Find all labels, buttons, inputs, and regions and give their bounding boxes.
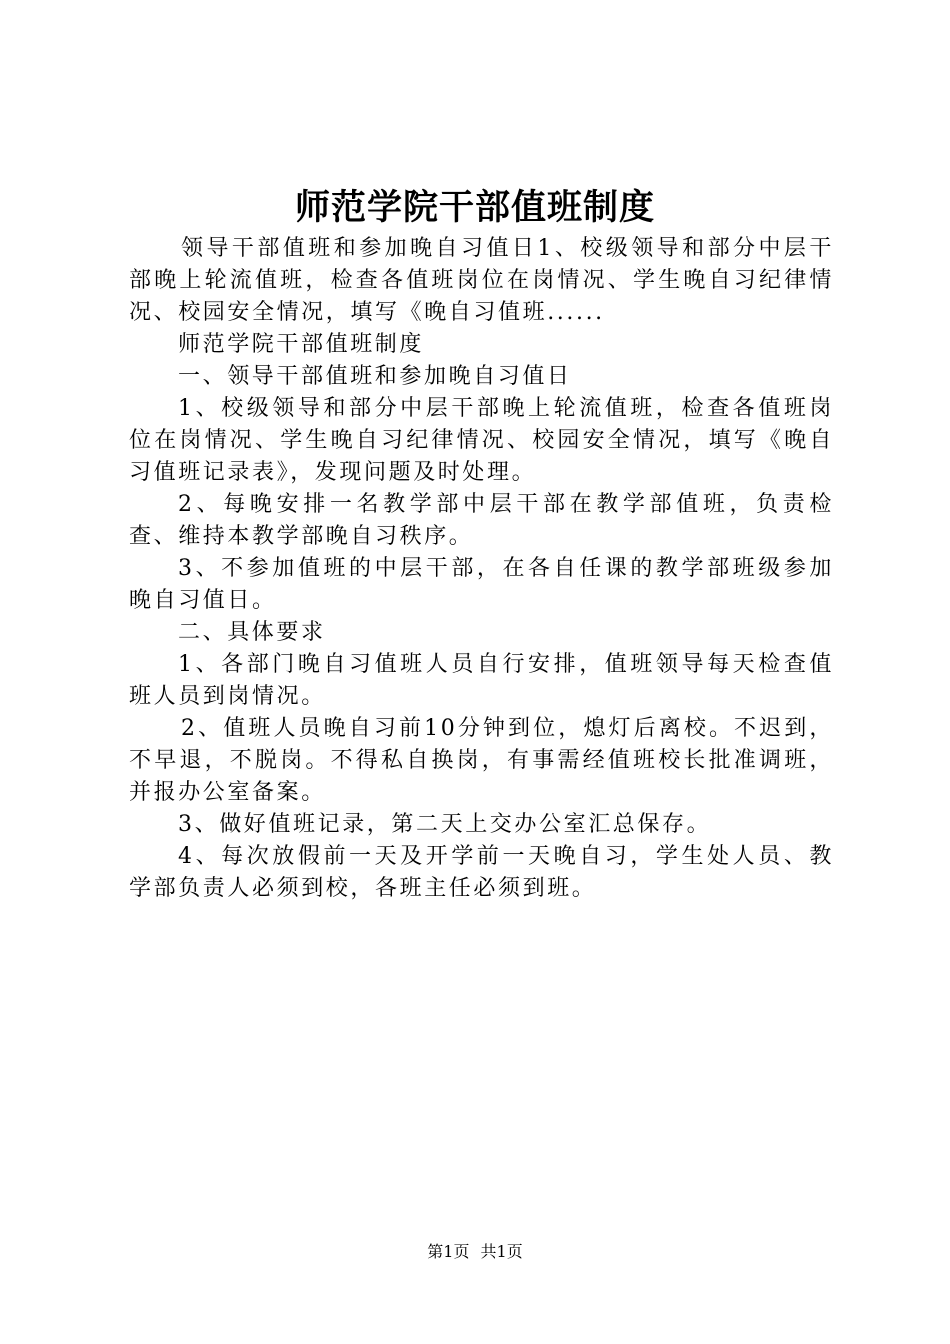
section-heading-1: 一、领导干部值班和参加晚自习值日: [178, 364, 572, 389]
page-total: 共1页: [480, 1242, 523, 1261]
paragraph-heading: 师范学院干部值班制度: [178, 332, 425, 357]
paragraph-item: 1、校级领导和部分中层干部晚上轮流值班，检查各值班岗位在岗情况、学生晚自习纪律情况、校园安全情况，填写《晚自习值班记录表》，发现问题及时处理。: [129, 396, 834, 485]
paragraph-item: 4、每次放假前一天及开学前一天晚自习，学生处人员、教学部负责人必须到校，各班主任必须到班。: [129, 844, 834, 901]
page-number: 第1页: [427, 1242, 470, 1261]
paragraph-item: 2、每晚安排一名教学部中层干部在教学部值班，负责检查、维持本教学部晚自习秩序。: [129, 492, 834, 549]
paragraph-summary: 领导干部值班和参加晚自习值日1、校级领导和部分中层干部晚上轮流值班，检查各值班岗位在岗情况、学生晚自习纪律情况、校园安全情况，填写《晚自习值班......: [129, 236, 834, 325]
paragraph-item: 2、值班人员晚自习前10分钟到位，熄灯后离校。不迟到，不早退，不脱岗。不得私自换岗，有事需经值班校长批准调班，并报办公室备案。: [129, 716, 834, 805]
section-heading-2: 二、具体要求: [178, 620, 326, 645]
page-footer: [0, 1241, 950, 1263]
document-title: 师范学院干部值班制度: [294, 188, 655, 228]
paragraph-item: 1、各部门晚自习值班人员自行安排，值班领导每天检查值班人员到岗情况。: [129, 652, 834, 709]
paragraph-item: 3、做好值班记录，第二天上交办公室汇总保存。: [178, 812, 712, 837]
paragraph-item: 3、不参加值班的中层干部，在各自任课的教学部班级参加晚自习值日。: [129, 556, 834, 613]
document-body: [129, 233, 834, 905]
